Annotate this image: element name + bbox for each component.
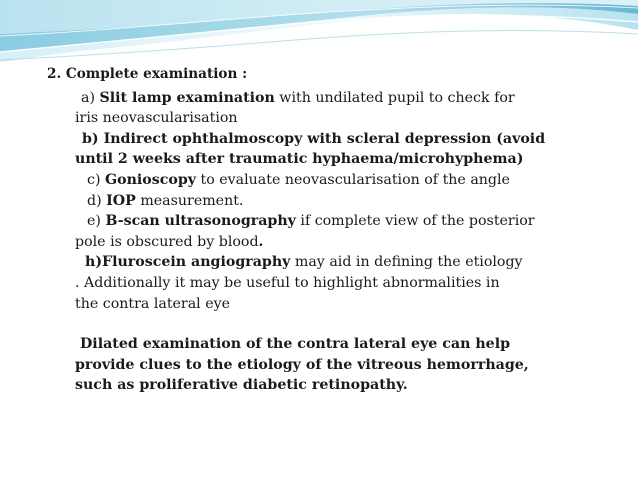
list-item-slit-lamp <box>47 88 607 129</box>
summary-line-3: such as proliferative diabetic retinopathy. <box>75 377 408 394</box>
item-d-prefix: d) <box>87 192 107 209</box>
item-a-continuation: iris neovascularisation <box>75 110 238 127</box>
item-b-continuation: until 2 weeks after traumatic hyphaema/microhyphema) <box>75 151 524 168</box>
decorative-wave-banner <box>0 0 638 64</box>
summary-paragraph <box>47 334 607 396</box>
list-item-indirect-ophthalmoscopy <box>47 129 607 170</box>
item-e-term: B-scan ultrasonography <box>105 213 296 230</box>
item-a-term: Slit lamp examination <box>99 89 275 106</box>
item-c-term: Gonioscopy <box>105 171 196 188</box>
item-c-text: to evaluate neovascularisation of the angle <box>196 171 510 188</box>
item-h-term: h)Fluroscein angiography <box>85 254 291 271</box>
list-item-iop <box>47 191 607 212</box>
list-item-fluorescein-angiography <box>47 252 607 314</box>
item-a-prefix: a) <box>81 89 100 106</box>
item-b-term: Indirect ophthalmoscopy <box>103 130 303 147</box>
item-d-term: IOP <box>106 192 136 209</box>
item-e-text: if complete view of the posterior <box>295 213 535 230</box>
item-e-continuation: pole is obscured by blood <box>75 233 259 250</box>
item-h-continuation-2: the contra lateral eye <box>75 295 231 312</box>
item-h-continuation-1: . Additionally it may be useful to highlight abnormalities in <box>75 274 500 291</box>
item-h-text: may aid in defining the etiology <box>290 254 523 271</box>
item-b-prefix: b) <box>82 130 104 147</box>
item-a-text: with undilated pupil to check for <box>274 89 515 106</box>
summary-line-1: Dilated examination of the contra lateral eye can help <box>80 336 511 353</box>
spacer <box>47 314 607 334</box>
item-d-text: measurement. <box>135 192 244 209</box>
item-e-period: . <box>258 233 264 250</box>
list-item-b-scan <box>47 211 607 252</box>
list-item-gonioscopy <box>47 170 607 191</box>
slide-content <box>47 64 607 396</box>
item-c-prefix: c) <box>87 171 105 188</box>
item-e-prefix: e) <box>87 213 106 230</box>
summary-line-2: provide clues to the etiology of the vitreous hemorrhage, <box>75 356 529 373</box>
item-b-text: with scleral depression (avoid <box>302 130 546 147</box>
section-heading: 2. Complete examination : <box>47 66 248 82</box>
